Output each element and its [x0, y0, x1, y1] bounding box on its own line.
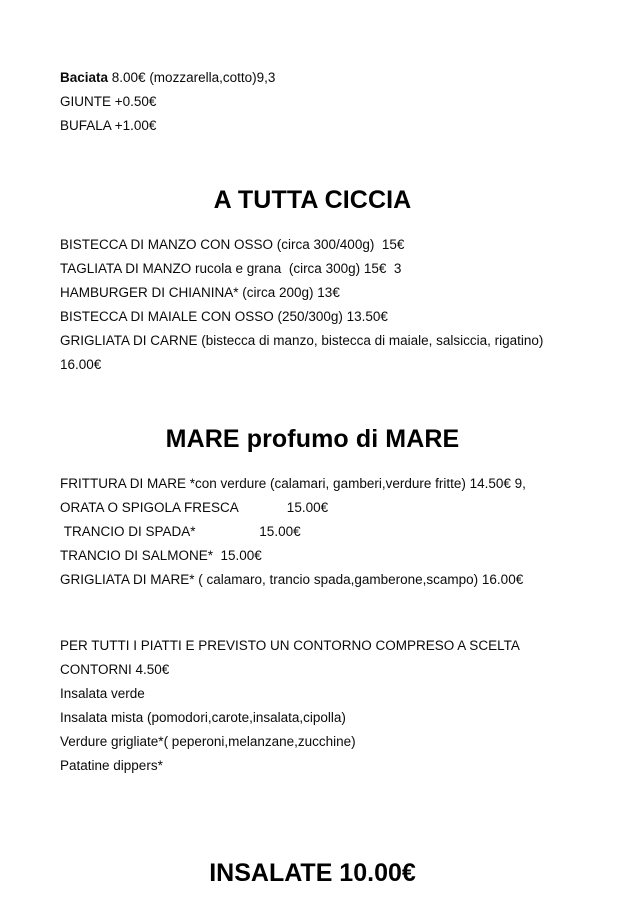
menu-item: GRIGLIATA DI CARNE (bistecca di manzo, bistecca di maiale, salsiccia, rigatino) 16.00€	[60, 333, 548, 372]
blank-line	[60, 592, 565, 616]
pizza-extras-block	[60, 66, 565, 138]
sides-note: PER TUTTI I PIATTI E PREVISTO UN CONTORNO COMPRESO A SCELTA	[60, 638, 520, 653]
menu-item-baciata-details: 8.00€ (mozzarella,cotto)9,3	[108, 70, 276, 85]
menu-item-giunte: GIUNTE +0.50€	[60, 94, 157, 109]
section-gap	[60, 778, 565, 825]
menu-item: BISTECCA DI MAIALE CON OSSO (250/300g) 13.50€	[60, 309, 388, 324]
sea-items-list	[60, 472, 565, 592]
menu-item: TRANCIO DI SALMONE* 15.00€	[60, 548, 262, 563]
section-gap	[60, 138, 565, 185]
menu-item: FRITTURA DI MARE *con verdure (calamari, gamberi,verdure fritte) 14.50€ 9,	[60, 476, 526, 491]
menu-item: TRANCIO DI SPADA* 15.00€	[60, 524, 301, 539]
menu-item: HAMBURGER DI CHIANINA* (circa 200g) 13€	[60, 285, 340, 300]
heading-gap	[60, 215, 565, 233]
menu-item: Patatine dippers*	[60, 758, 163, 773]
section-heading-meat: A TUTTA CICCIA	[213, 186, 412, 214]
menu-content-column	[60, 66, 565, 888]
section-heading-sea: MARE profumo di MARE	[165, 425, 460, 453]
menu-item: Insalata verde	[60, 686, 145, 701]
meat-items-list	[60, 233, 565, 377]
menu-item: Verdure grigliate*( peperoni,melanzane,zucchine)	[60, 734, 356, 749]
menu-item: GRIGLIATA DI MARE* ( calamaro, trancio spada,gamberone,scampo) 16.00€	[60, 572, 524, 587]
section-gap	[60, 825, 565, 858]
section-heading-salads: INSALATE 10.00€	[209, 859, 416, 887]
menu-item: BISTECCA DI MANZO CON OSSO (circa 300/400g) 15€	[60, 237, 405, 252]
section-gap	[60, 377, 565, 424]
sides-block	[60, 634, 565, 778]
menu-item-bufala: BUFALA +1.00€	[60, 118, 157, 133]
heading-gap	[60, 454, 565, 472]
menu-item: ORATA O SPIGOLA FRESCA 15.00€	[60, 500, 329, 515]
blank-line	[60, 616, 565, 634]
menu-item: TAGLIATA DI MANZO rucola e grana (circa 300g) 15€ 3	[60, 261, 402, 276]
sides-price: CONTORNI 4.50€	[60, 662, 170, 677]
menu-item-baciata	[60, 66, 565, 90]
menu-item-baciata-name: Baciata	[60, 70, 109, 85]
menu-item: Insalata mista (pomodori,carote,insalata,cipolla)	[60, 710, 346, 725]
